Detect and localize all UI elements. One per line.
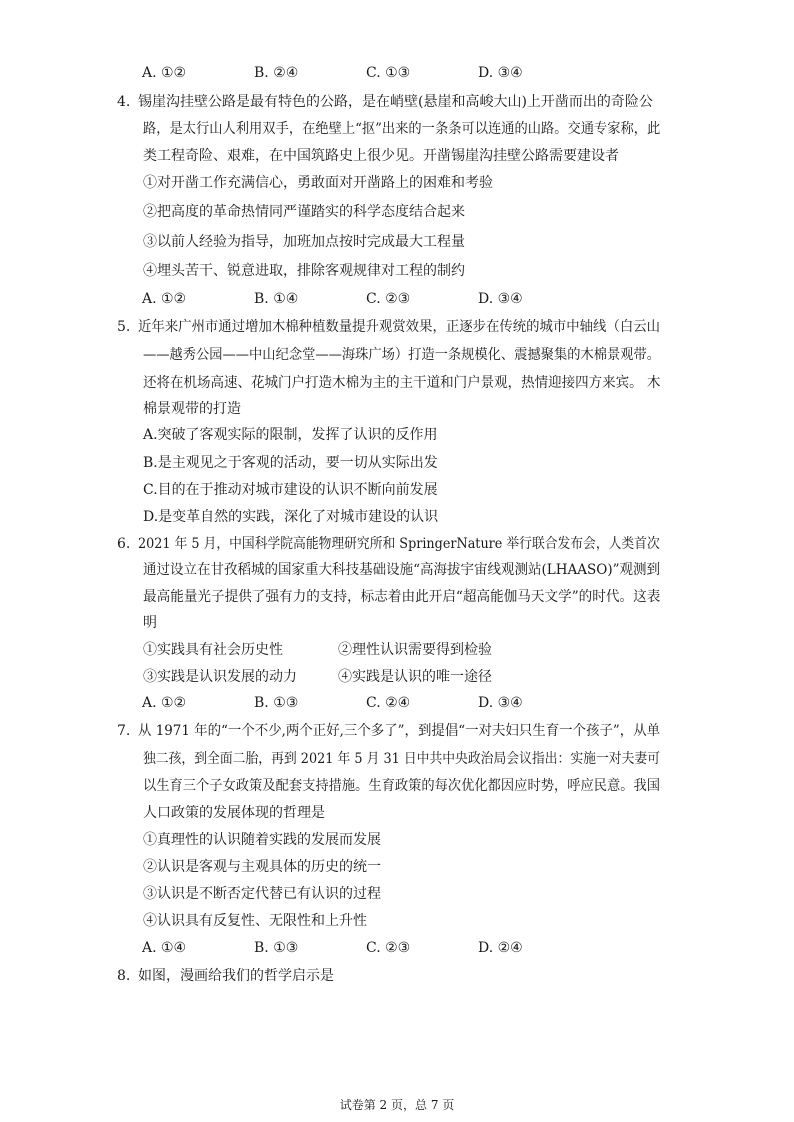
statement-item: ④埋头苦干、锐意进取，排除客观规律对工程的制约 <box>143 263 465 279</box>
question-stem-line: 路，是太行山人利用双手，在绝壁上“抠”出来的一条条可以连通的山路。交通专家称，此 <box>143 121 661 137</box>
option-b: B. ①④ <box>254 291 299 307</box>
option-d: D. ③④ <box>478 291 523 307</box>
option-d: D. ③④ <box>478 695 523 711</box>
option-c: C. ②③ <box>366 940 411 956</box>
question-stem-line: ——越秀公园——中山纪念堂——海珠广场）打造一条规模化、震撼聚集的木棉景观带。 <box>143 347 661 363</box>
statement-item: ②理性认识需要得到检验 <box>338 642 492 658</box>
question-stem-line: 如图，漫画给我们的哲学启示是 <box>138 968 334 984</box>
question-stem-line: 明 <box>143 615 157 631</box>
question-stem-line: 独二孩，到全面二胎，再到 2021 年 5 月 31 日中共中央政治局会议指出：实施一对夫妻可 <box>143 751 661 767</box>
option-a: A. ①② <box>142 65 187 81</box>
statement-item: ④实践是认识的唯一途径 <box>338 669 492 685</box>
question-stem-line: 还将在机场高速、花城门户打造木棉为主的主干道和门户景观，热情迎接四方来宾。 木 <box>143 375 661 391</box>
question-stem-line: 棉景观带的打造 <box>143 401 241 417</box>
option-a: A. ①④ <box>142 940 187 956</box>
question-number: 7. <box>117 723 131 739</box>
question-stem-line: 人口政策的发展体现的哲理是 <box>143 805 325 821</box>
question-stem-line: 类工程奇险、艰难，在中国筑路史上很少见。开凿锡崖沟挂壁公路需要建设者 <box>143 148 619 164</box>
option-c: C. ①③ <box>366 65 411 81</box>
option-c: C. ②③ <box>366 291 411 307</box>
statement-item: ②把高度的革命热情同严谨踏实的科学态度结合起来 <box>143 204 465 220</box>
option-a: A. ①② <box>142 291 187 307</box>
question-stem-line: 通过设立在甘孜稻城的国家重大科技基础设施“高海拔宇宙线观测站(LHAASO)”观测到 <box>143 562 661 578</box>
statement-item: ④认识具有反复性、无限性和上升性 <box>143 913 367 929</box>
answer-choice: C.目的在于推动对城市建设的认识不断向前发展 <box>143 482 438 498</box>
answer-choice: A.突破了客观实际的限制，发挥了认识的反作用 <box>143 427 438 443</box>
statement-item: ①对开凿工作充满信心，勇敢面对开凿路上的困难和考验 <box>143 175 493 191</box>
option-d: D. ②④ <box>478 940 523 956</box>
statement-item: ①实践具有社会历史性 <box>143 642 283 658</box>
page-footer: 试卷第 2 页，总 7 页 <box>339 1098 455 1112</box>
question-number: 8. <box>117 968 131 984</box>
question-stem-line: 以生育三个子女政策及配套支持措施。生育政策的每次优化都因应时势，呼应民意。我国 <box>143 778 661 794</box>
statement-item: ③认识是不断否定代替已有认识的过程 <box>143 886 381 902</box>
question-stem-line: 从 1971 年的“一个不少,两个正好,三个多了”，到提倡“一对夫妇只生育一个孩子”，从单 <box>138 723 661 739</box>
question-stem-line: 近年来广州市通过增加木棉种植数量提升观赏效果，正逐步在传统的城市中轴线（白云山 <box>138 319 660 335</box>
question-stem-line: 最高能量光子提供了强有力的支持，标志着由此开启“超高能伽马天文学”的时代。这表 <box>143 589 661 605</box>
statement-item: ③实践是认识发展的动力 <box>143 669 297 685</box>
answer-choice: B.是主观见之于客观的活动，要一切从实际出发 <box>143 455 438 471</box>
question-number: 4. <box>117 94 131 110</box>
question-stem-line: 锡崖沟挂壁公路是最有特色的公路，是在峭壁(悬崖和高峻大山)上开凿而出的奇险公 <box>138 94 653 110</box>
question-stem-line: 2021 年 5 月，中国科学院高能物理研究所和 SpringerNature 举行联合发布会，人类首次 <box>138 536 660 552</box>
option-d: D. ③④ <box>478 65 523 81</box>
answer-choice: D.是变革自然的实践，深化了对城市建设的认识 <box>143 509 439 525</box>
statement-item: ②认识是客观与主观具体的历史的统一 <box>143 859 381 875</box>
question-number: 6. <box>117 536 131 552</box>
option-b: B. ①③ <box>254 940 299 956</box>
option-a: A. ①② <box>142 695 187 711</box>
question-number: 5. <box>117 319 131 335</box>
option-b: B. ①③ <box>254 695 299 711</box>
option-c: C. ②④ <box>366 695 411 711</box>
option-b: B. ②④ <box>254 65 299 81</box>
statement-item: ①真理性的认识随着实践的发展而发展 <box>143 832 381 848</box>
statement-item: ③以前人经验为指导，加班加点按时完成最大工程量 <box>143 234 465 250</box>
